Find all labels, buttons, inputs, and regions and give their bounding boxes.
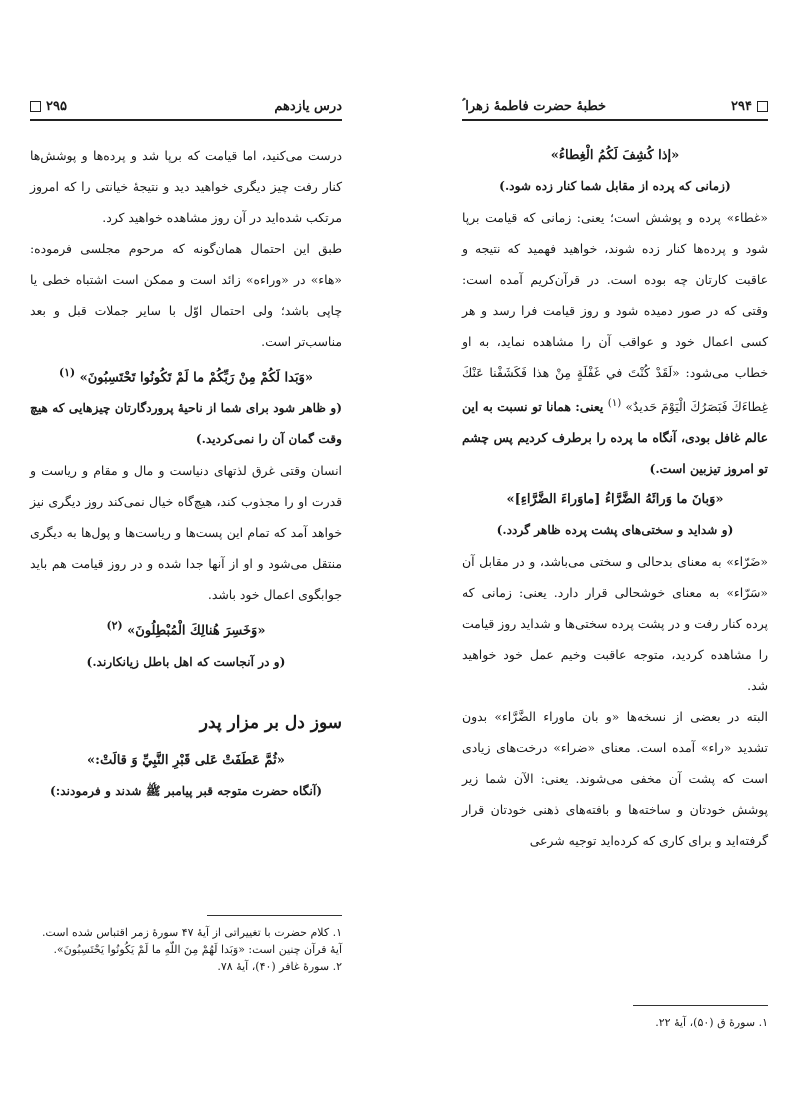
translation: (و در آنجاست که اهل باطل زیانکارند.) xyxy=(86,654,286,669)
sermon-quote: «وَبانَ ما وَرائَهُ الضَّرَّاءُ [ماوَراءَ الضَّرَّاءِ]» xyxy=(506,492,724,508)
sermon-quote: «ثُمَّ عَطَفَتْ عَلى قَبْرِ النَّبِيِّ وَ قالَتْ:» xyxy=(87,752,285,768)
square-icon xyxy=(30,101,41,112)
translation: (و شداید و سختی‌های پشت پرده ظاهر گردد.) xyxy=(496,523,734,538)
footnote-rule xyxy=(633,1005,768,1006)
sermon-quote: «إذا كُشِفَ لَكُمُ الْغِطاءُ» xyxy=(550,148,680,163)
footnote-ref: (۱) xyxy=(59,366,76,379)
footnote: ۲. سورهٔ غافر (۴۰)، آیهٔ ۷۸. xyxy=(217,960,342,973)
paragraph: درست می‌کنید، اما قیامت که برپا شد و پرده‌ها و پوشش‌ها کنار رفت چیز دیگری خواهید دید و نتیجهٔ خیانتی را که امروز مرتکب شده‌اید در آن روز مشاهده خواهید کرد. xyxy=(30,148,342,225)
page-number: ۲۹۴ xyxy=(731,99,752,114)
header-title: خطبهٔ حضرت فاطمهٔ زهرا ؑ xyxy=(462,99,607,114)
quran-quote: «وَخَسِرَ هُنالِكَ الْمُبْطِلُونَ» $^{(۲)}$ xyxy=(106,619,266,639)
page-number-group xyxy=(30,99,67,114)
square-icon xyxy=(757,101,768,112)
page-number: ۲۹۵ xyxy=(46,99,67,114)
section-title: سوز دل بر مزار پدر xyxy=(199,712,342,733)
footnote-ref: (۱) xyxy=(607,397,622,409)
footnote-ref: (۲) xyxy=(106,619,123,633)
footnote-rule xyxy=(207,915,342,916)
paragraph: «ضَرّاء» به معنای بدحالی و سختی می‌باشد، و در مقابل آن «سَرّاء» به معنای خوشحالی قرار دارد. یعنی: زمانی که پرده کنار رفت و در پشت پرده سختی‌ها و شداید روز قیامت را مشاهده کردید، متوجه عاقبت وخیم عمل خود خواهید شد. xyxy=(462,554,768,694)
page-header xyxy=(30,92,342,114)
page-body xyxy=(30,140,342,807)
translation: (زمانی که پرده از مقابل شما کنار زده شود.) xyxy=(499,179,731,193)
translation: (آنگاه حضرت متوجه قبر پیامبر ﷺ شدند و فرمودند:) xyxy=(50,783,322,798)
translation: (و ظاهر شود برای شما از ناحیهٔ پروردگارتان چیزهایی که هیچ وقت گمان آن را نمی‌کردید.) xyxy=(30,401,342,447)
right-page xyxy=(400,0,800,1100)
footnote: ۱. سورهٔ ق (۵۰)، آیهٔ ۲۲. xyxy=(655,1016,768,1029)
page-body xyxy=(462,140,768,856)
quran-quote: «وَبَدا لَكُمْ مِنْ رَبِّكُمْ ما لَمْ تَكُونُوا تَحْتَسِبُونَ» $^{(۱)}$ xyxy=(59,366,313,386)
page-header xyxy=(462,92,768,114)
footnote: ۱. کلام حضرت با تغییراتی از آیهٔ ۴۷ سورهٔ زمر اقتباس شده است. آیهٔ قرآن چنین است: «وَبَدا لَهُمْ مِنَ اللّهِ ما لَمْ يَكُونُوا يَحْتَسِبُونَ». xyxy=(41,926,342,956)
translation: یعنی: همانا تو نسبت به این عالم غافل بودی، آنگاه ما پرده را برطرف کردیم پس چشم تو امروز تیزبین است.) xyxy=(462,399,768,477)
paragraph: البته در بعضی از نسخه‌ها «و بان ماوراء الضَّرَّاء» بدون تشدید «راء» آمده است. معنای «ضراء» درخت‌های زیادی است که پشت آن مخفی می‌شوند. یعنی: الآن شما زیر پوشش خودتان و ساخته‌ها و بافته‌های ذهنی خودتان قرار گرفته‌اید و برای کاری که کرده‌اید توجیه شرعی xyxy=(462,709,768,849)
paragraph: انسان وقتی غرق لذتهای دنیاست و مال و مقام و ریاست و قدرت او را مجذوب کند، هیچ‌گاه خیال نمی‌کند روز دیگری نیز خواهد آمد که تمام این پست‌ها و ریاست‌ها و پول‌ها به دیگری منتقل می‌شود و او از آنها جدا شده و در روز قیامت هم باید جوابگوی اعمال خود باشد. xyxy=(30,463,342,603)
header-rule xyxy=(462,119,768,121)
paragraph: «غطاء» پرده و پوشش است؛ یعنی: زمانی که قیامت برپا شود و پرده‌ها کنار زده شوند، خواهید فهمید که نتیجه و عاقبت کارتان چه بوده است. در قرآن‌کریم آمده است: وقتی که در صور دمیده شود و روز قیامت فرا رسد و هر کسی اعمال خود و عواقب آن را مشاهده نماید، به او خطاب می‌شود: «لَقَدْ كُنْتَ في غَفْلَةٍ مِنْ هذا فَكَشَفْنا عَنْكَ غِطاءَكَ فَبَصَرُكَ الْيَوْمَ حَديدٌ» $^{(۱)}$ یعنی: همانا تو نسبت به این عالم غافل بودی، آنگاه ما پرده را برطرف کردیم پس چشم تو امروز تیزبین است.) xyxy=(462,210,768,477)
header-title: درس یازدهم xyxy=(274,99,342,114)
footnotes xyxy=(30,915,342,975)
header-rule xyxy=(30,119,342,121)
paragraph: طبق این احتمال همان‌گونه که مرحوم مجلسی فرموده: «هاء» در «وراءه» زائد است و ممکن است اشتباه خطی یا چاپی باشد؛ ولی احتمال اوّل با سایر جملات قبل و بعد مناسب‌تر است. xyxy=(30,241,342,349)
page-number-group xyxy=(731,99,768,114)
footnotes xyxy=(462,1005,768,1031)
